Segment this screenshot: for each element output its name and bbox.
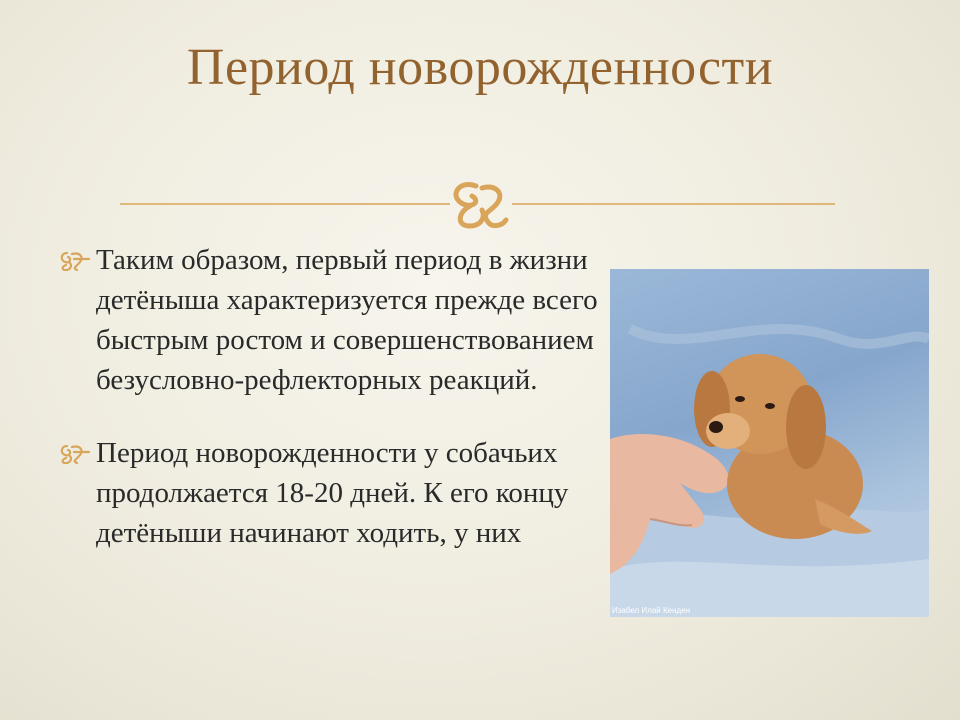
ornament-divider: [120, 176, 840, 232]
bullet-item: [58, 240, 598, 400]
scroll-ornament-icon: [456, 185, 506, 226]
body-text: [58, 240, 598, 553]
bullet-item: [58, 433, 598, 553]
bullet-ornament-icon: [58, 249, 92, 271]
slide-title: Период новорожденности: [186, 39, 774, 96]
bullet-ornament-icon: [58, 442, 92, 464]
bullet-text: Период новорожденности у собачьих продолжается 18-20 дней. К его концу детёныши начинают ходить, у них: [96, 437, 569, 549]
photo-credit: Изабел Илай Кенден: [612, 606, 691, 615]
bullet-text: Таким образом, первый период в жизни детёныша характеризуется прежде всего быстрым ростом и совершенствованием безусловно-рефлекторных реакций.: [96, 244, 598, 396]
puppy-photo: [610, 269, 929, 617]
